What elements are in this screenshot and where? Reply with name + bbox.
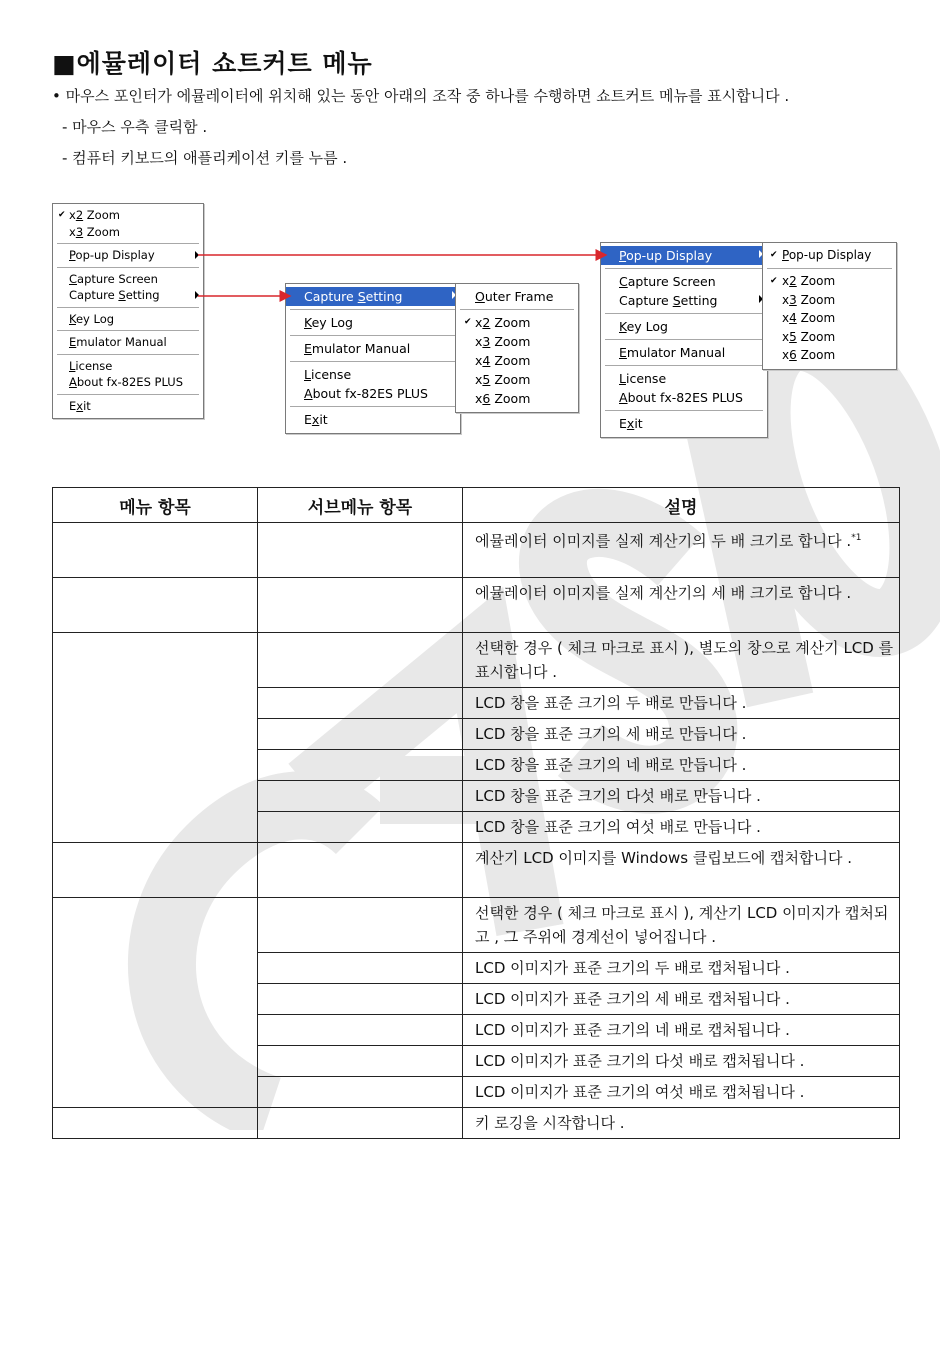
menu-item-capture-screen[interactable]: Capture Screen: [619, 274, 716, 289]
menu-item-exit[interactable]: Exit: [619, 416, 643, 431]
menu-separator: [290, 406, 456, 407]
menu-item-emulator-manual[interactable]: Emulator Manual: [619, 345, 726, 360]
shortcut-menu-capture-expanded: [285, 283, 461, 434]
description-cell: LCD 창을 표준 크기의 다섯 배로 만듭니다 .: [463, 781, 900, 812]
intro-dash-right-click: - 마우스 우측 클릭함 .: [62, 118, 208, 136]
submenu-cell: [258, 812, 463, 843]
submenu-cell: [258, 523, 463, 578]
intro-bullet: • 마우스 포인터가 에뮬레이터에 위치해 있는 동안 아래의 조작 중 하나를 수행하면 쇼트커트 메뉴를 표시합니다 .: [52, 87, 790, 105]
submenu-item-x3-zoom[interactable]: x3 Zoom: [782, 292, 836, 307]
menu-separator: [605, 365, 763, 366]
description-cell: 키 로깅을 시작합니다 .: [463, 1108, 900, 1139]
menu-item-license[interactable]: License: [619, 371, 667, 386]
submenu-cell: [258, 781, 463, 812]
check-icon: ✔: [58, 210, 66, 220]
description-cell: LCD 이미지가 표준 크기의 다섯 배로 캡처됩니다 .: [463, 1046, 900, 1077]
description-cell: 선택한 경우 ( 체크 마크로 표시 ), 별도의 창으로 계산기 LCD 를 표시합니다 .: [463, 633, 900, 688]
footnote-marker: *1: [851, 533, 862, 543]
submenu-item-x2-zoom[interactable]: ✔ x2 Zoom: [763, 272, 896, 291]
menu-item-popup-display-highlighted[interactable]: Pop-up Display: [601, 246, 767, 265]
menu-separator: [605, 339, 763, 340]
table-row: [53, 523, 900, 578]
menu-separator: [57, 354, 199, 355]
menu-item-license[interactable]: License: [69, 358, 113, 373]
menu-separator: [290, 361, 456, 362]
menu-item-x3-zoom[interactable]: x3 Zoom: [69, 224, 120, 239]
menu-item-about[interactable]: About fx-82ES PLUS: [619, 390, 743, 405]
submenu-cell: [258, 719, 463, 750]
description-cell: LCD 이미지가 표준 크기의 두 배로 캡처됩니다 .: [463, 953, 900, 984]
menu-item-capture-setting[interactable]: Capture Setting: [601, 291, 767, 310]
submenu-item-x6-zoom[interactable]: x6 Zoom: [782, 348, 836, 362]
table-header-row: [53, 488, 900, 523]
menu-separator: [57, 394, 199, 395]
menu-item-about[interactable]: About fx-82ES PLUS: [69, 375, 184, 389]
submenu-capture-setting: [455, 283, 579, 413]
submenu-item-x2-zoom[interactable]: ✔ x2 Zoom: [464, 315, 531, 330]
submenu-cell: [258, 984, 463, 1015]
submenu-cell: [258, 1077, 463, 1108]
menu-item-about[interactable]: About fx-82ES PLUS: [304, 386, 428, 401]
menu-separator: [57, 330, 199, 331]
check-icon: ✔: [770, 250, 778, 260]
submenu-cell: [258, 1015, 463, 1046]
menu-item-x2-zoom[interactable]: ✔ x2 Zoom: [58, 208, 120, 222]
menu-item-capture-setting-highlighted[interactable]: Capture Setting: [286, 287, 460, 306]
menu-cell: [53, 633, 258, 843]
shortcut-menu-popup-expanded: [600, 242, 768, 438]
description-cell: 에뮬레이터 이미지를 실제 계산기의 두 배 크기로 합니다 .$^{*1}$: [463, 523, 900, 578]
submenu-cell: [258, 688, 463, 719]
submenu-arrow-icon: [195, 251, 199, 259]
menu-separator: [605, 313, 763, 314]
menu-item-key-log[interactable]: Key Log: [69, 311, 115, 326]
intro-text: [52, 84, 912, 171]
submenu-cell: [258, 1108, 463, 1139]
description-cell: LCD 창을 표준 크기의 네 배로 만듭니다 .: [463, 750, 900, 781]
menu-item-emulator-manual[interactable]: Emulator Manual: [304, 341, 411, 356]
submenu-item-x6-zoom[interactable]: x6 Zoom: [475, 391, 531, 406]
description-cell: 계산기 LCD 이미지를 Windows 클립보드에 캡처합니다 .: [463, 843, 900, 898]
submenu-item-outer-frame[interactable]: Outer Frame: [475, 289, 554, 304]
menu-item-exit[interactable]: Exit: [69, 398, 91, 413]
menu-item-emulator-manual[interactable]: Emulator Manual: [69, 335, 167, 349]
table-row: [53, 578, 900, 633]
menu-item-key-log[interactable]: Key Log: [304, 315, 353, 330]
table-row: [53, 898, 900, 953]
submenu-item-popup-display[interactable]: ✔ Pop-up Display: [763, 246, 896, 265]
menu-item-capture-screen[interactable]: Capture Screen: [69, 271, 158, 286]
description-cell: LCD 이미지가 표준 크기의 네 배로 캡처됩니다 .: [463, 1015, 900, 1046]
intro-dash-app-key: - 컴퓨터 키보드의 애플리케이션 키를 누름 .: [62, 149, 348, 167]
submenu-cell: [258, 953, 463, 984]
description-cell: LCD 이미지가 표준 크기의 세 배로 캡처됩니다 .: [463, 984, 900, 1015]
menu-separator: [57, 243, 199, 244]
menu-item-exit[interactable]: Exit: [304, 412, 328, 427]
menu-reference-table: [52, 487, 900, 1139]
menu-separator: [57, 267, 199, 268]
submenu-item-x5-zoom[interactable]: x5 Zoom: [475, 372, 531, 387]
menu-separator: [605, 410, 763, 411]
menu-item-popup-display[interactable]: Pop-up Display: [53, 247, 203, 264]
submenu-cell: [258, 750, 463, 781]
submenu-cell: [258, 843, 463, 898]
submenu-arrow-icon: [195, 291, 199, 299]
description-cell: LCD 이미지가 표준 크기의 여섯 배로 캡처됩니다 .: [463, 1077, 900, 1108]
header-submenu-item: 서브메뉴 항목: [258, 488, 463, 523]
menu-item-license[interactable]: License: [304, 367, 352, 382]
description-cell: 에뮬레이터 이미지를 실제 계산기의 세 배 크기로 합니다 .: [463, 578, 900, 633]
check-icon: ✔: [770, 276, 778, 286]
menu-cell: [53, 898, 258, 1108]
submenu-cell: [258, 898, 463, 953]
submenu-item-x5-zoom[interactable]: x5 Zoom: [782, 329, 836, 344]
check-icon: ✔: [464, 317, 472, 327]
submenu-cell: [258, 633, 463, 688]
header-description: 설명: [463, 488, 900, 523]
table-row: [53, 1108, 900, 1139]
description-cell: LCD 창을 표준 크기의 두 배로 만듭니다 .: [463, 688, 900, 719]
section-title: ■에뮬레이터 쇼트커트 메뉴: [52, 49, 373, 78]
table-row: [53, 633, 900, 688]
menu-cell: [53, 843, 258, 898]
menu-separator: [290, 309, 456, 310]
submenu-item-x4-zoom[interactable]: x4 Zoom: [782, 311, 836, 325]
menu-separator: [57, 307, 199, 308]
menu-separator: [767, 268, 892, 269]
description-cell: 선택한 경우 ( 체크 마크로 표시 ), 계산기 LCD 이미지가 캡처되고 , 그 주위에 경계선이 넣어집니다 .: [463, 898, 900, 953]
submenu-cell: [258, 578, 463, 633]
menu-cell: [53, 578, 258, 633]
description-cell: LCD 창을 표준 크기의 세 배로 만듭니다 .: [463, 719, 900, 750]
menu-separator: [290, 335, 456, 336]
shortcut-menu-main: [52, 203, 204, 419]
submenu-cell: [258, 1046, 463, 1077]
menu-item-capture-setting[interactable]: Capture Setting: [53, 287, 203, 304]
submenu-item-x3-zoom[interactable]: x3 Zoom: [475, 334, 531, 349]
menu-separator: [605, 268, 763, 269]
menu-separator: [460, 309, 574, 310]
menu-cell: [53, 523, 258, 578]
table-row: [53, 843, 900, 898]
menu-cell: [53, 1108, 258, 1139]
description-cell: LCD 창을 표준 크기의 여섯 배로 만듭니다 .: [463, 812, 900, 843]
submenu-popup-display: [762, 242, 897, 370]
submenu-item-x4-zoom[interactable]: x4 Zoom: [475, 353, 531, 368]
header-menu-item: 메뉴 항목: [53, 488, 258, 523]
menu-item-key-log[interactable]: Key Log: [619, 319, 668, 334]
